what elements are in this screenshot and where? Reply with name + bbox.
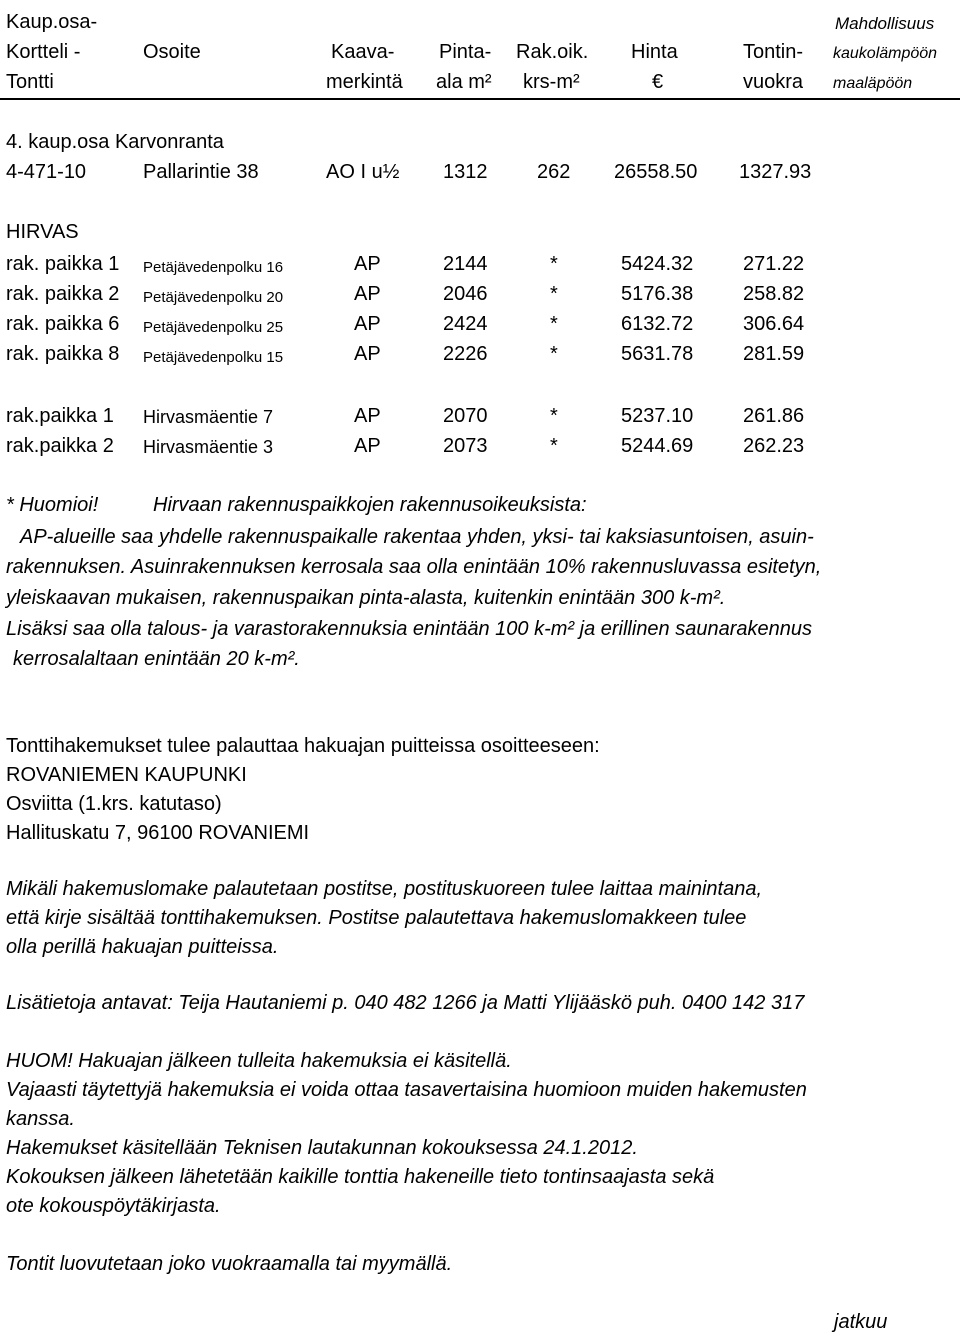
header-vuokra-2: vuokra: [743, 71, 804, 93]
cell-vuokra: 258.82: [743, 283, 805, 305]
cell-ala: 2144: [443, 253, 488, 275]
cell-hinta: 26558.50: [614, 161, 698, 183]
note-line: rakennuksen. Asuinrakennuksen kerrosala saa olla enintään 10% rakennusluvassa esitetyn,: [6, 556, 822, 578]
header-kaava-1: Kaava-: [331, 41, 395, 63]
cell-kaava: AP: [354, 435, 381, 457]
address-line: Hallituskatu 7, 96100 ROVANIEMI: [6, 822, 310, 844]
cell-osoite: Hirvasmäentie 7: [143, 407, 274, 427]
cell-ala: 2424: [443, 313, 488, 335]
header-tontti-3: Tontti: [6, 71, 54, 93]
header-hinta-1: Hinta: [631, 41, 678, 63]
cell-rakoik: *: [550, 313, 558, 335]
huom-line: Vajaasti täytettyjä hakemuksia ei voida ottaa tasavertaisina huomioon muiden hakemusten: [6, 1079, 807, 1101]
note-line: yleiskaavan mukaisen, rakennuspaikan pinta-alasta, kuitenkin enintään 300 k-m².: [6, 587, 726, 609]
cell-kaava: AP: [354, 253, 381, 275]
cell-rakoik: *: [550, 405, 558, 427]
cell-ala: 2226: [443, 343, 488, 365]
cell-ala: 1312: [443, 161, 488, 183]
header-ala-2: ala m²: [436, 71, 492, 93]
cell-ala: 2046: [443, 283, 488, 305]
header-kaukolampo-1: Mahdollisuus: [835, 14, 935, 33]
cell-osoite: Petäjävedenpolku 15: [143, 349, 284, 366]
cell-rakoik: 262: [537, 161, 571, 183]
header-rakoik-1: Rak.oik.: [516, 41, 589, 63]
header-tontti-2: Kortteli -: [6, 41, 81, 63]
contact-info: Lisätietoja antavat: Teija Hautaniemi p. 040 482 1266 ja Matti Ylijääskö puh. 0400 142 317: [6, 992, 805, 1014]
note-heading: Hirvaan rakennuspaikkojen rakennusoikeuksista:: [153, 494, 587, 516]
cell-rakoik: *: [550, 283, 558, 305]
cell-hinta: 5424.32: [621, 253, 694, 275]
header-osoite: Osoite: [143, 41, 201, 63]
continue-label: jatkuu: [834, 1311, 888, 1333]
cell-vuokra: 261.86: [743, 405, 805, 427]
cell-rakoik: *: [550, 253, 558, 275]
address-line: Osviitta (1.krs. katutaso): [6, 793, 222, 815]
cell-kaava: AP: [354, 405, 381, 427]
cell-vuokra: 1327.93: [739, 161, 812, 183]
cell-tontti: rak. paikka 8: [6, 343, 120, 365]
cell-osoite: Petäjävedenpolku 25: [143, 319, 284, 336]
cell-vuokra: 271.22: [743, 253, 805, 275]
cell-hinta: 5631.78: [621, 343, 694, 365]
cell-tontti: rak.paikka 2: [6, 435, 114, 457]
header-hinta-2: €: [652, 71, 664, 93]
section-karvonranta-title: 4. kaup.osa Karvonranta: [6, 131, 224, 153]
cell-vuokra: 306.64: [743, 313, 805, 335]
cell-kaava: AO I u½: [326, 161, 400, 183]
cell-osoite: Hirvasmäentie 3: [143, 437, 274, 457]
header-rakoik-2: krs-m²: [523, 71, 580, 93]
header-kaukolampo-2: kaukolämpöön: [833, 45, 938, 62]
cell-tontti: rak.paikka 1: [6, 405, 114, 427]
huom-line: HUOM! Hakuajan jälkeen tulleita hakemuksia ei käsitellä.: [6, 1050, 512, 1072]
cell-tontti: 4-471-10: [6, 161, 87, 183]
header-kaava-2: merkintä: [326, 71, 403, 93]
cell-hinta: 5244.69: [621, 435, 694, 457]
huom-line: Kokouksen jälkeen lähetetään kaikille tonttia hakeneille tieto tontinsaajasta sekä: [6, 1166, 715, 1188]
note-line: kerrosalaltaan enintään 20 k-m².: [13, 648, 300, 670]
header-vuokra-1: Tontin-: [743, 41, 804, 63]
cell-kaava: AP: [354, 343, 381, 365]
note-huomioi: * Huomioi!: [6, 494, 99, 516]
cell-rakoik: *: [550, 435, 558, 457]
cell-vuokra: 281.59: [743, 343, 805, 365]
header-divider: [0, 98, 960, 100]
cell-hinta: 5237.10: [621, 405, 694, 427]
cell-rakoik: *: [550, 343, 558, 365]
cell-ala: 2073: [443, 435, 488, 457]
final-note: Tontit luovutetaan joko vuokraamalla tai myymällä.: [6, 1253, 453, 1275]
cell-hinta: 6132.72: [621, 313, 694, 335]
address-intro: Tonttihakemukset tulee palauttaa hakuajan puitteissa osoitteeseen:: [6, 735, 600, 757]
huom-line: ote kokouspöytäkirjasta.: [6, 1195, 221, 1217]
section-hirvas-title: HIRVAS: [6, 221, 79, 243]
cell-tontti: rak. paikka 1: [6, 253, 120, 275]
cell-osoite: Petäjävedenpolku 20: [143, 289, 284, 306]
header-kaukolampo-3: maaläpöön: [833, 75, 913, 92]
cell-vuokra: 262.23: [743, 435, 805, 457]
mail-line: että kirje sisältää tonttihakemuksen. Postitse palautettava hakemuslomakkeen tulee: [6, 907, 747, 929]
cell-kaava: AP: [354, 283, 381, 305]
address-line: ROVANIEMEN KAUPUNKI: [6, 764, 247, 786]
cell-tontti: rak. paikka 6: [6, 313, 120, 335]
huom-line: Hakemukset käsitellään Teknisen lautakunnan kokouksessa 24.1.2012.: [6, 1137, 638, 1159]
note-line: AP-alueille saa yhdelle rakennuspaikalle rakentaa yhden, yksi- tai kaksiasuntoisen, asuin-: [20, 526, 814, 548]
cell-osoite: Petäjävedenpolku 16: [143, 259, 284, 276]
cell-kaava: AP: [354, 313, 381, 335]
cell-tontti: rak. paikka 2: [6, 283, 120, 305]
mail-line: Mikäli hakemuslomake palautetaan postitse, postituskuoreen tulee laittaa mainintana,: [6, 878, 762, 900]
mail-line: olla perillä hakuajan puitteissa.: [6, 936, 279, 958]
cell-osoite: Pallarintie 38: [143, 161, 259, 183]
note-line: Lisäksi saa olla talous- ja varastorakennuksia enintään 100 k-m² ja erillinen saunarakennus: [6, 618, 813, 640]
header-tontti-1: Kaup.osa-: [6, 11, 98, 33]
cell-hinta: 5176.38: [621, 283, 694, 305]
header-ala-1: Pinta-: [439, 41, 492, 63]
cell-ala: 2070: [443, 405, 488, 427]
huom-line: kanssa.: [6, 1108, 75, 1130]
